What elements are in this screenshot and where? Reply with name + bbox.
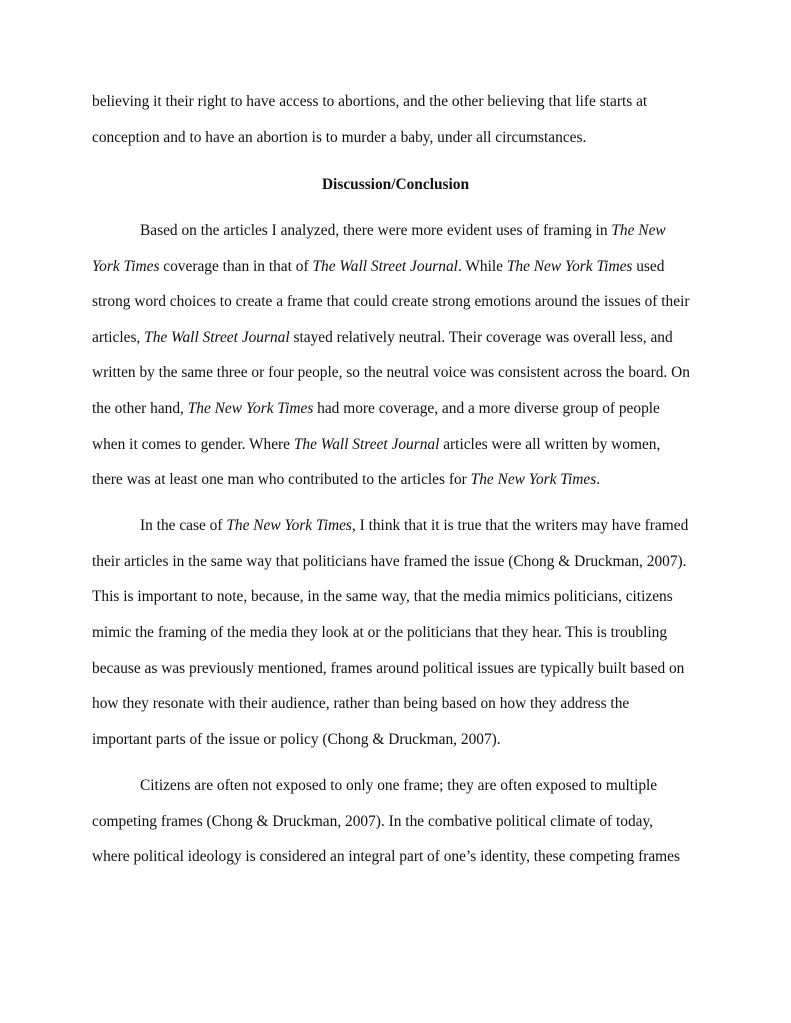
section-heading: Discussion/Conclusion (321, 176, 470, 193)
text-line: articles, The Wall Street Journal stayed relatively neutral. Their coverage was overall less, and (92, 329, 673, 346)
text-line: strong word choices to create a frame that could create strong emotions around the issues of their (92, 293, 690, 310)
text-line: written by the same three or four people, so the neutral voice was consistent across the board. On (92, 364, 690, 381)
text-line: Based on the articles I analyzed, there were more evident uses of framing in The New (140, 222, 666, 239)
text-line: because as was previously mentioned, frames around political issues are typically built based on (92, 660, 685, 677)
text-line: mimic the framing of the media they look at or the politicians that they hear. This is troubling (92, 624, 668, 641)
text-line: important parts of the issue or policy (Chong & Druckman, 2007). (92, 731, 501, 748)
text-line: how they resonate with their audience, rather than being based on how they address the (92, 695, 630, 712)
text-line: In the case of The New York Times, I think that it is true that the writers may have framed (140, 517, 689, 534)
text-line: Citizens are often not exposed to only one frame; they are often exposed to multiple (140, 777, 658, 794)
text-line: believing it their right to have access to abortions, and the other believing that life starts at (92, 93, 648, 110)
text-line: their articles in the same way that politicians have framed the issue (Chong & Druckman, 2007). (92, 553, 687, 570)
text-line: where political ideology is considered an integral part of one’s identity, these competing frames (92, 848, 680, 865)
text-line: competing frames (Chong & Druckman, 2007). In the combative political climate of today, (92, 813, 654, 830)
text-line: there was at least one man who contributed to the articles for The New York Times. (92, 471, 601, 488)
text-line: conception and to have an abortion is to murder a baby, under all circumstances. (92, 129, 587, 146)
text-line: York Times coverage than in that of The Wall Street Journal. While The New York Times used (92, 258, 665, 275)
text-line: when it comes to gender. Where The Wall Street Journal articles were all written by women, (92, 436, 661, 453)
text-line: the other hand, The New York Times had more coverage, and a more diverse group of people (92, 400, 660, 417)
text-line: This is important to note, because, in the same way, that the media mimics politicians, citizens (92, 588, 673, 605)
